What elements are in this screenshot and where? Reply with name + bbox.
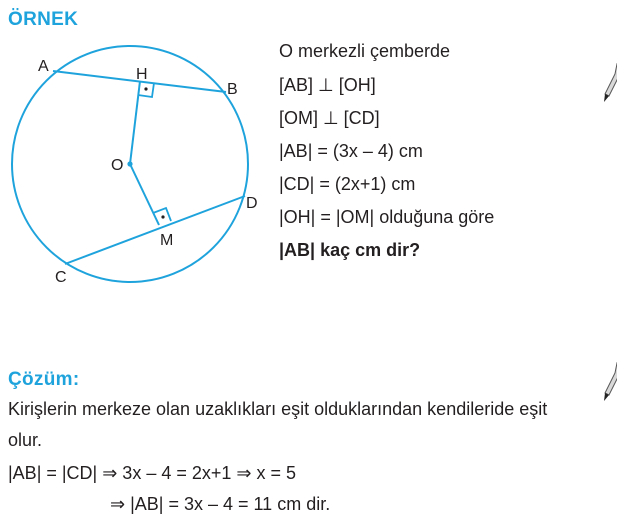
problem-line-3: [OM] ⊥ [CD] <box>279 108 380 128</box>
problem-line-2: [AB] ⊥ [OH] <box>279 75 376 95</box>
segment-oh <box>130 81 140 164</box>
solution-line-1: Kirişlerin merkeze olan uzaklıkları eşit olduklarından kendileride eşit <box>8 399 548 419</box>
solution-line-2: olur. <box>8 430 43 450</box>
problem-question: |AB| kaç cm dir? <box>279 240 421 260</box>
circle-chord-figure <box>0 40 270 295</box>
label-c: C <box>55 269 67 286</box>
label-a: A <box>38 58 49 75</box>
label-d: D <box>246 195 258 212</box>
solution-equation-1: |AB| = |CD| ⇒ 3x – 4 = 2x+1 ⇒ x = 5 <box>8 463 296 483</box>
problem-line-6: |OH| = |OM| olduğuna göre <box>279 207 495 227</box>
problem-line-4: |AB| = (3x – 4) cm <box>279 141 423 161</box>
right-angle-m-dot <box>161 215 164 218</box>
chord-cd <box>65 196 245 264</box>
center-point <box>127 161 132 166</box>
solution-heading: Çözüm: <box>8 369 80 390</box>
label-m: M <box>160 232 174 249</box>
solution-equation-2: ⇒ |AB| = 3x – 4 = 11 cm dir. <box>110 494 331 514</box>
pencil-icon-2 <box>601 361 617 405</box>
example-heading: ÖRNEK <box>8 9 79 30</box>
label-h: H <box>136 66 148 83</box>
segment-om <box>130 164 159 225</box>
label-o: O <box>111 157 124 174</box>
problem-line-1: O merkezli çemberde <box>279 41 451 61</box>
right-angle-h-dot <box>144 87 147 90</box>
problem-line-5: |CD| = (2x+1) cm <box>279 174 416 194</box>
pencil-icon <box>601 62 617 106</box>
label-b: B <box>227 81 238 98</box>
